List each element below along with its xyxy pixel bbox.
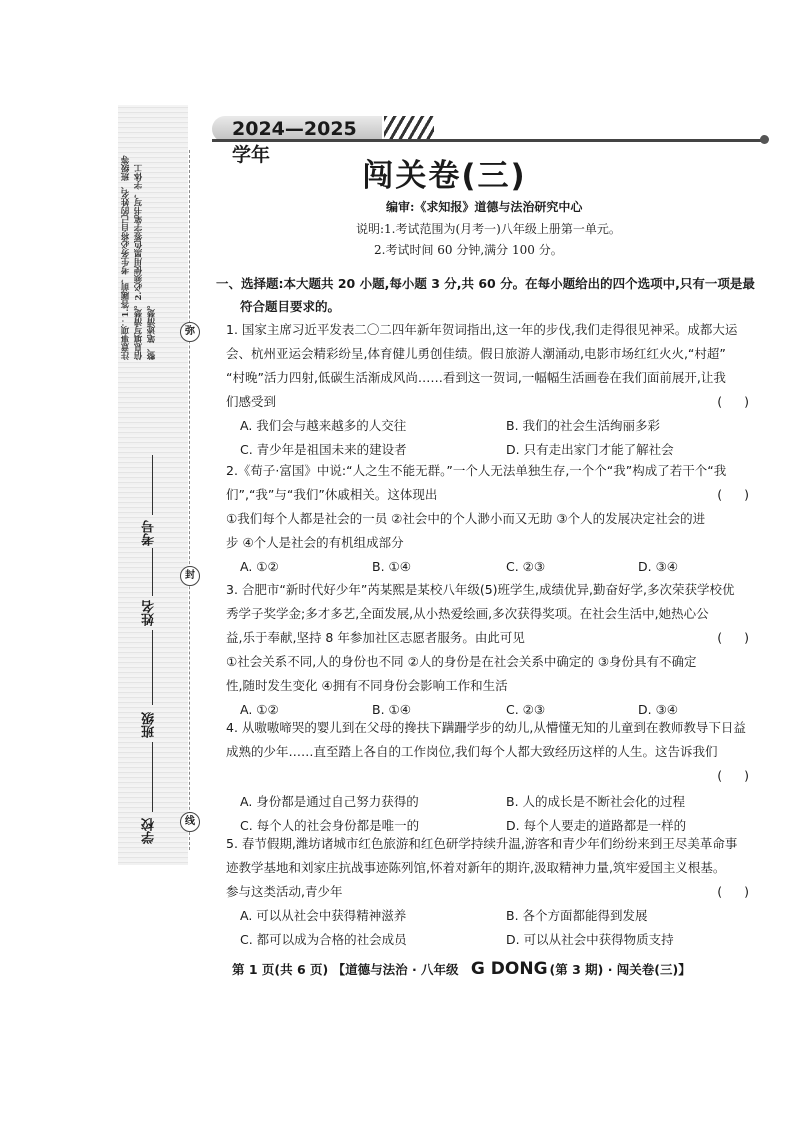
question-2: [226, 459, 771, 579]
answer-paren[interactable]: (): [717, 630, 771, 645]
school-label: 学校: [142, 818, 157, 844]
year-banner: 2024—2025 学年: [212, 116, 382, 142]
notice-text: 注意事项：1.答题前，考生务必将自己的姓名、班级等信息填写清楚。2.必须使用黑色签字笔书写，字体工整、笔迹清楚。: [121, 155, 157, 360]
answer-paren[interactable]: (): [717, 884, 771, 899]
question-line: 秀学子奖学金;多才多艺,全面发展,从小热爱绘画,多次获得奖项。在社会生活中,她热心公: [226, 606, 709, 621]
option-b[interactable]: B. ①④: [372, 559, 411, 574]
question-line: 会、杭州亚运会精彩纷呈,体育健儿勇创佳绩。假日旅游人潮涌动,电影市场红红火火,“村超”: [226, 346, 726, 361]
question-line: 参与这类活动,青少年 (): [226, 880, 771, 904]
options-row: [226, 928, 771, 952]
question-line: “村晚”活力四射,低碳生活渐成风尚……看到这一贺词,一幅幅生活画卷在我们面前展开,让我: [226, 370, 726, 385]
question-line: [226, 764, 771, 790]
option-c[interactable]: C. ②③: [506, 559, 546, 574]
question-5: [226, 832, 771, 952]
question-line-last: 们感受到 (): [226, 390, 771, 414]
page-footer: [232, 959, 691, 979]
instruction-1: 说明:1.考试范围为(月考一)八年级上册第一单元。: [356, 222, 621, 236]
footer-issue: (第 3 期) · 闯关卷(三)】: [549, 962, 691, 977]
option-d[interactable]: D. 每个人要走的道路都是一样的: [506, 818, 687, 833]
name-line[interactable]: [152, 548, 153, 596]
seal-mark-xian: 线: [180, 812, 200, 832]
question-line: 2.《荀子·富国》中说:“人之生不能无群。”一个人无法单独生存,一个个“我”构成了若干个“我: [226, 463, 727, 478]
options-row: [226, 904, 771, 928]
options-row: [226, 790, 771, 814]
exam-number-line[interactable]: [152, 455, 153, 515]
option-d[interactable]: D. ③④: [638, 702, 678, 717]
footer-subject: 【道德与法治 · 八年级: [332, 962, 459, 977]
rule-dot: [760, 135, 769, 144]
question-line: 5. 春节假期,潍坊诸城市红色旅游和红色研学持续升温,游客和青少年们纷纷来到王尽美革命事: [226, 836, 738, 851]
option-a[interactable]: A. 我们会与越来越多的人交往: [240, 418, 407, 433]
option-b[interactable]: B. ①④: [372, 702, 411, 717]
option-a[interactable]: A. 可以从社会中获得精神滋养: [240, 908, 407, 923]
section-heading-line1: 一、选择题:本大题共 20 小题,每小题 3 分,共 60 分。在每小题给出的四个选项中,只有一项是最: [216, 276, 755, 291]
section-heading-line2: 符合题目要求的。: [240, 299, 341, 314]
option-b[interactable]: B. 各个方面都能得到发展: [506, 908, 648, 923]
question-line: 益,乐于奉献,坚持 8 年参加社区志愿者服务。由此可见 (): [226, 626, 771, 650]
option-d[interactable]: D. 只有走出家门才能了解社会: [506, 442, 674, 457]
instruction-2: 2.考试时间 60 分钟,满分 100 分。: [374, 243, 563, 257]
class-line[interactable]: [152, 630, 153, 705]
option-c[interactable]: C. 每个人的社会身份都是唯一的: [240, 818, 420, 833]
answer-paren[interactable]: (): [717, 768, 771, 783]
question-line: 性,随时发生变化 ④拥有不同身份会影响工作和生活: [226, 678, 508, 693]
question-line: ①社会关系不同,人的身份也不同 ②人的身份是在社会关系中确定的 ③身份具有不确定: [226, 654, 697, 669]
option-c[interactable]: C. 青少年是祖国未来的建设者: [240, 442, 407, 457]
question-line: 迹教学基地和刘家庄抗战事迹陈列馆,怀着对新年的期许,汲取精神力量,筑牢爱国主义根基。: [226, 860, 726, 875]
header-rule: [212, 139, 764, 142]
name-label: 姓名: [142, 600, 157, 626]
options-row: [226, 555, 771, 579]
question-line: 3. 合肥市“新时代好少年”芮某熙是某校八年级(5)班学生,成绩优异,勤奋好学,多次荣获学校优: [226, 582, 735, 597]
class-label: 班级: [142, 712, 157, 738]
option-d[interactable]: D. ③④: [638, 559, 678, 574]
editor-line: 编审:《求知报》道德与法治研究中心: [386, 200, 583, 214]
question-line: 1. 国家主席习近平发表二〇二四年新年贺词指出,这一年的步伐,我们走得很见神采。成都大运: [226, 322, 738, 337]
options-row: [226, 414, 771, 438]
option-a[interactable]: A. ①②: [240, 559, 279, 574]
question-4: [226, 716, 771, 838]
answer-paren[interactable]: (): [717, 487, 771, 502]
option-b[interactable]: B. 我们的社会生活绚丽多彩: [506, 418, 661, 433]
page-title: 闯关卷(三): [362, 158, 527, 194]
option-b[interactable]: B. 人的成长是不断社会化的过程: [506, 794, 686, 809]
option-c[interactable]: C. 都可以成为合格的社会成员: [240, 932, 407, 947]
seal-mark-feng: 封: [180, 566, 200, 586]
exam-number-label: 考号: [142, 520, 157, 546]
seal-dashed-line: [189, 150, 190, 850]
option-c[interactable]: C. ②③: [506, 702, 546, 717]
school-line[interactable]: [152, 742, 153, 812]
question-line: ①我们每个人都是社会的一员 ②社会中的个人渺小而又无助 ③个人的发展决定社会的进: [226, 511, 706, 526]
question-line: 4. 从嗷嗷啼哭的婴儿到在父母的搀扶下蹒跚学步的幼儿,从懵懂无知的儿童到在教师教导下日益: [226, 720, 746, 735]
question-3: [226, 578, 771, 722]
question-1: [226, 318, 771, 462]
answer-paren[interactable]: (): [717, 394, 771, 409]
question-line: 成熟的少年……直至踏上各自的工作岗位,我们每个人都大致经历这样的人生。这告诉我们: [226, 744, 718, 759]
page-number: 第 1 页(共 6 页): [232, 962, 329, 977]
option-d[interactable]: D. 可以从社会中获得物质支持: [506, 932, 674, 947]
footer-brand: G DONG: [470, 959, 548, 979]
question-line: 步 ④个人是社会的有机组成部分: [226, 535, 404, 550]
option-a[interactable]: A. 身份都是通过自己努力获得的: [240, 794, 419, 809]
seal-mark-mi: 弥: [180, 322, 200, 342]
option-a[interactable]: A. ①②: [240, 702, 279, 717]
question-line: 们”,“我”与“我们”休戚相关。这体现出 (): [226, 483, 771, 507]
section-heading: [216, 272, 776, 318]
